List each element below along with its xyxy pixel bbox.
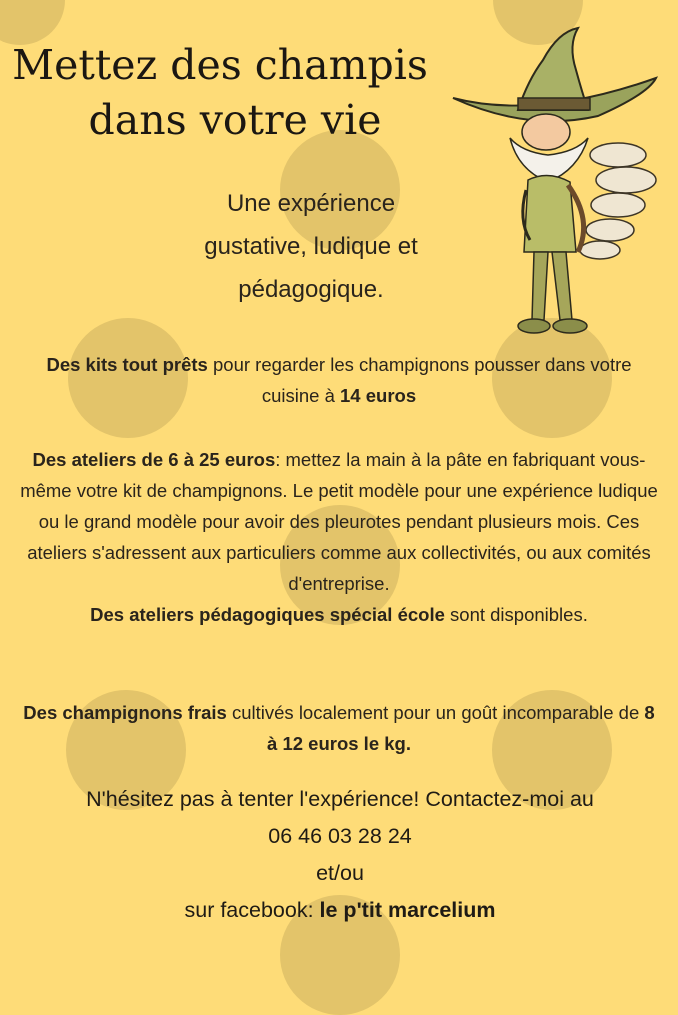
frais-paragraph [18, 697, 660, 759]
kits-price: 14 euros [340, 385, 417, 406]
kits-paragraph [18, 349, 660, 411]
ateliers-ecole-bold: Des ateliers pédagogiques spécial école [90, 604, 445, 625]
ateliers-bold: Des ateliers de 6 à 25 euros [32, 449, 276, 470]
frais-bold: Des champignons frais [23, 702, 227, 723]
contact-block [10, 781, 670, 929]
frais-price: 8 à 12 euros le kg. [267, 702, 655, 754]
ateliers-text: : mettez la main à la pâte en fabriquant vous-même votre kit de champignons. Le petit modèle pour une expérience ludique ou le grand modèle pour avoir des pleurotes pendant plusieurs mois. Ces ateliers s'adressent aux particuliers comme aux collectivités, ou aux comités d'entreprise. [20, 449, 658, 594]
page-title [0, 38, 440, 148]
ateliers-ecole-text: sont disponibles. [444, 604, 588, 625]
gnome-wizard-illustration [448, 20, 663, 345]
subtitle-line-2: gustative, ludique et [204, 233, 418, 260]
facebook-name[interactable]: le p'tit marcelium [319, 898, 496, 922]
subtitle [160, 182, 462, 311]
title-line-1: Mettez des champis [12, 41, 428, 89]
contact-line-3: et/ou [316, 861, 364, 885]
facebook-prefix: sur facebook: [184, 898, 320, 922]
kits-bold: Des kits tout prêts [46, 354, 208, 375]
kits-text: pour regarder les champignons pousser dans votre cuisine à [207, 354, 632, 406]
phone-number[interactable]: 06 46 03 28 24 [268, 824, 412, 848]
ateliers-paragraph [18, 444, 660, 630]
title-line-2: dans votre vie [88, 96, 382, 144]
contact-line-1: N'hésitez pas à tenter l'expérience! Contactez-moi au [86, 787, 594, 811]
frais-text: cultivés localement pour un goût incomparable de [226, 702, 645, 723]
subtitle-line-3: pédagogique. [238, 276, 384, 303]
subtitle-line-1: Une expérience [226, 190, 396, 217]
facebook-line [10, 892, 670, 929]
